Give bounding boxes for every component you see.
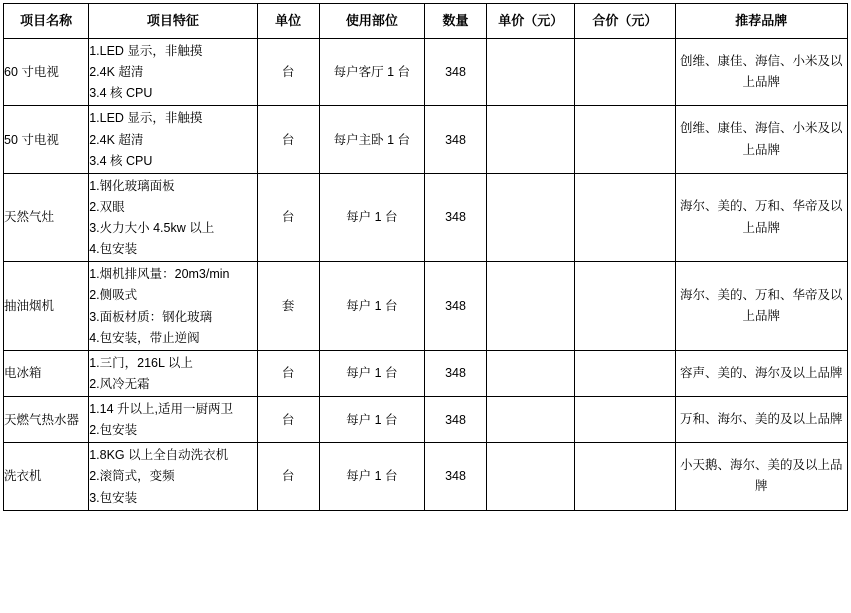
table-row xyxy=(4,173,848,262)
feature-line: 3.面板材质：钢化玻璃 xyxy=(89,309,213,324)
cell-features xyxy=(89,262,257,351)
cell-total-price[interactable] xyxy=(575,262,675,351)
table-row xyxy=(4,443,848,510)
cell-name: 洗衣机 xyxy=(4,443,89,510)
brand-text: 小天鹅、海尔、美的及以上品牌 xyxy=(680,458,843,494)
brand-text: 创维、康佳、海信、小米及以上品牌 xyxy=(680,53,843,90)
cell-unit: 台 xyxy=(257,350,319,396)
feature-line: 2.风冷无霜 xyxy=(89,376,150,391)
brand-text: 创维、康佳、海信、小米及以上品牌 xyxy=(680,121,843,157)
feature-line: 2.滚筒式，变频 xyxy=(89,469,175,484)
cell-unit-price[interactable] xyxy=(487,350,575,396)
cell-total-price[interactable] xyxy=(575,106,675,173)
cell-features xyxy=(89,350,257,396)
cell-unit-price[interactable] xyxy=(487,397,575,443)
cell-unit: 台 xyxy=(257,397,319,443)
feature-line: 2.4K 超清 xyxy=(89,65,144,80)
cell-brand xyxy=(675,350,847,396)
cell-brand xyxy=(675,443,847,510)
cell-place: 每户 1 台 xyxy=(319,173,424,262)
cell-features xyxy=(89,39,257,106)
column-header-unit-price: 单价（元） xyxy=(487,4,575,39)
feature-line: 3.火力大小 4.5kw 以上 xyxy=(89,221,215,235)
cell-name: 电冰箱 xyxy=(4,350,89,396)
cell-name: 60 寸电视 xyxy=(4,39,89,106)
table-row xyxy=(4,350,848,396)
table-row xyxy=(4,262,848,351)
cell-unit: 台 xyxy=(257,106,319,173)
cell-place: 每户主卧 1 台 xyxy=(319,106,424,173)
table-row xyxy=(4,106,848,173)
cell-place: 每户 1 台 xyxy=(319,397,424,443)
cell-unit: 台 xyxy=(257,39,319,106)
feature-line: 1.14 升以上,适用一厨两卫 xyxy=(89,402,233,416)
feature-line: 1.LED 显示，非触摸 xyxy=(89,111,203,126)
column-header-total-price: 合价（元） xyxy=(575,4,675,39)
feature-line: 4.包安装 xyxy=(89,242,138,257)
cell-place: 每户 1 台 xyxy=(319,443,424,510)
cell-features xyxy=(89,443,257,510)
cell-total-price[interactable] xyxy=(575,443,675,510)
cell-name: 天然气灶 xyxy=(4,173,89,262)
feature-line: 3.包安装 xyxy=(89,490,138,505)
column-header-unit: 单位 xyxy=(257,4,319,39)
cell-unit: 套 xyxy=(257,262,319,351)
feature-line: 3.4 核 CPU xyxy=(89,86,153,101)
cell-features xyxy=(89,173,257,262)
feature-line: 2.包安装 xyxy=(89,423,138,438)
cell-name: 抽油烟机 xyxy=(4,262,89,351)
cell-unit-price[interactable] xyxy=(487,173,575,262)
equipment-spec-table xyxy=(3,3,848,511)
cell-name: 天燃气热水器 xyxy=(4,397,89,443)
cell-unit-price[interactable] xyxy=(487,262,575,351)
brand-text: 海尔、美的、万和、华帝及以上品牌 xyxy=(680,287,843,323)
feature-line: 1.LED 显示，非触摸 xyxy=(89,44,203,58)
cell-place: 每户 1 台 xyxy=(319,262,424,351)
cell-unit: 台 xyxy=(257,443,319,510)
cell-brand xyxy=(675,173,847,262)
brand-text: 容声、美的、海尔及以上品牌 xyxy=(680,365,843,380)
cell-total-price[interactable] xyxy=(575,397,675,443)
cell-quantity: 348 xyxy=(424,397,486,443)
feature-line: 1.三门，216L 以上 xyxy=(89,355,193,370)
feature-line: 2.双眼 xyxy=(89,199,125,214)
column-header-place: 使用部位 xyxy=(319,4,424,39)
column-header-name: 项目名称 xyxy=(4,4,89,39)
cell-total-price[interactable] xyxy=(575,350,675,396)
cell-unit-price[interactable] xyxy=(487,106,575,173)
cell-unit-price[interactable] xyxy=(487,443,575,510)
cell-place: 每户客厅 1 台 xyxy=(319,39,424,106)
cell-unit-price[interactable] xyxy=(487,39,575,106)
column-header-recommended-brand: 推荐品牌 xyxy=(675,4,847,39)
cell-brand xyxy=(675,397,847,443)
cell-brand xyxy=(675,106,847,173)
cell-quantity: 348 xyxy=(424,262,486,351)
cell-quantity: 348 xyxy=(424,106,486,173)
table-body xyxy=(4,39,848,511)
column-header-features: 项目特征 xyxy=(89,4,257,39)
brand-text: 海尔、美的、万和、华帝及以上品牌 xyxy=(680,199,843,235)
cell-brand xyxy=(675,262,847,351)
column-header-quantity: 数量 xyxy=(424,4,486,39)
cell-quantity: 348 xyxy=(424,443,486,510)
cell-total-price[interactable] xyxy=(575,39,675,106)
feature-line: 4.包安装，带止逆阀 xyxy=(89,330,200,345)
table-header-row xyxy=(4,4,848,39)
brand-text: 万和、海尔、美的及以上品牌 xyxy=(680,412,843,426)
feature-line: 1.8KG 以上全自动洗衣机 xyxy=(89,448,229,463)
cell-total-price[interactable] xyxy=(575,173,675,262)
table-row xyxy=(4,39,848,106)
feature-line: 2.4K 超清 xyxy=(89,132,144,147)
feature-line: 3.4 核 CPU xyxy=(89,153,153,168)
feature-line: 1.钢化玻璃面板 xyxy=(89,178,175,193)
cell-name: 50 寸电视 xyxy=(4,106,89,173)
table-row xyxy=(4,397,848,443)
cell-quantity: 348 xyxy=(424,39,486,106)
cell-place: 每户 1 台 xyxy=(319,350,424,396)
cell-features xyxy=(89,106,257,173)
cell-quantity: 348 xyxy=(424,350,486,396)
feature-line: 1.烟机排风量：20m3/min xyxy=(89,267,230,282)
cell-unit: 台 xyxy=(257,173,319,262)
cell-features xyxy=(89,397,257,443)
cell-brand xyxy=(675,39,847,106)
feature-line: 2.侧吸式 xyxy=(89,288,138,303)
cell-quantity: 348 xyxy=(424,173,486,262)
